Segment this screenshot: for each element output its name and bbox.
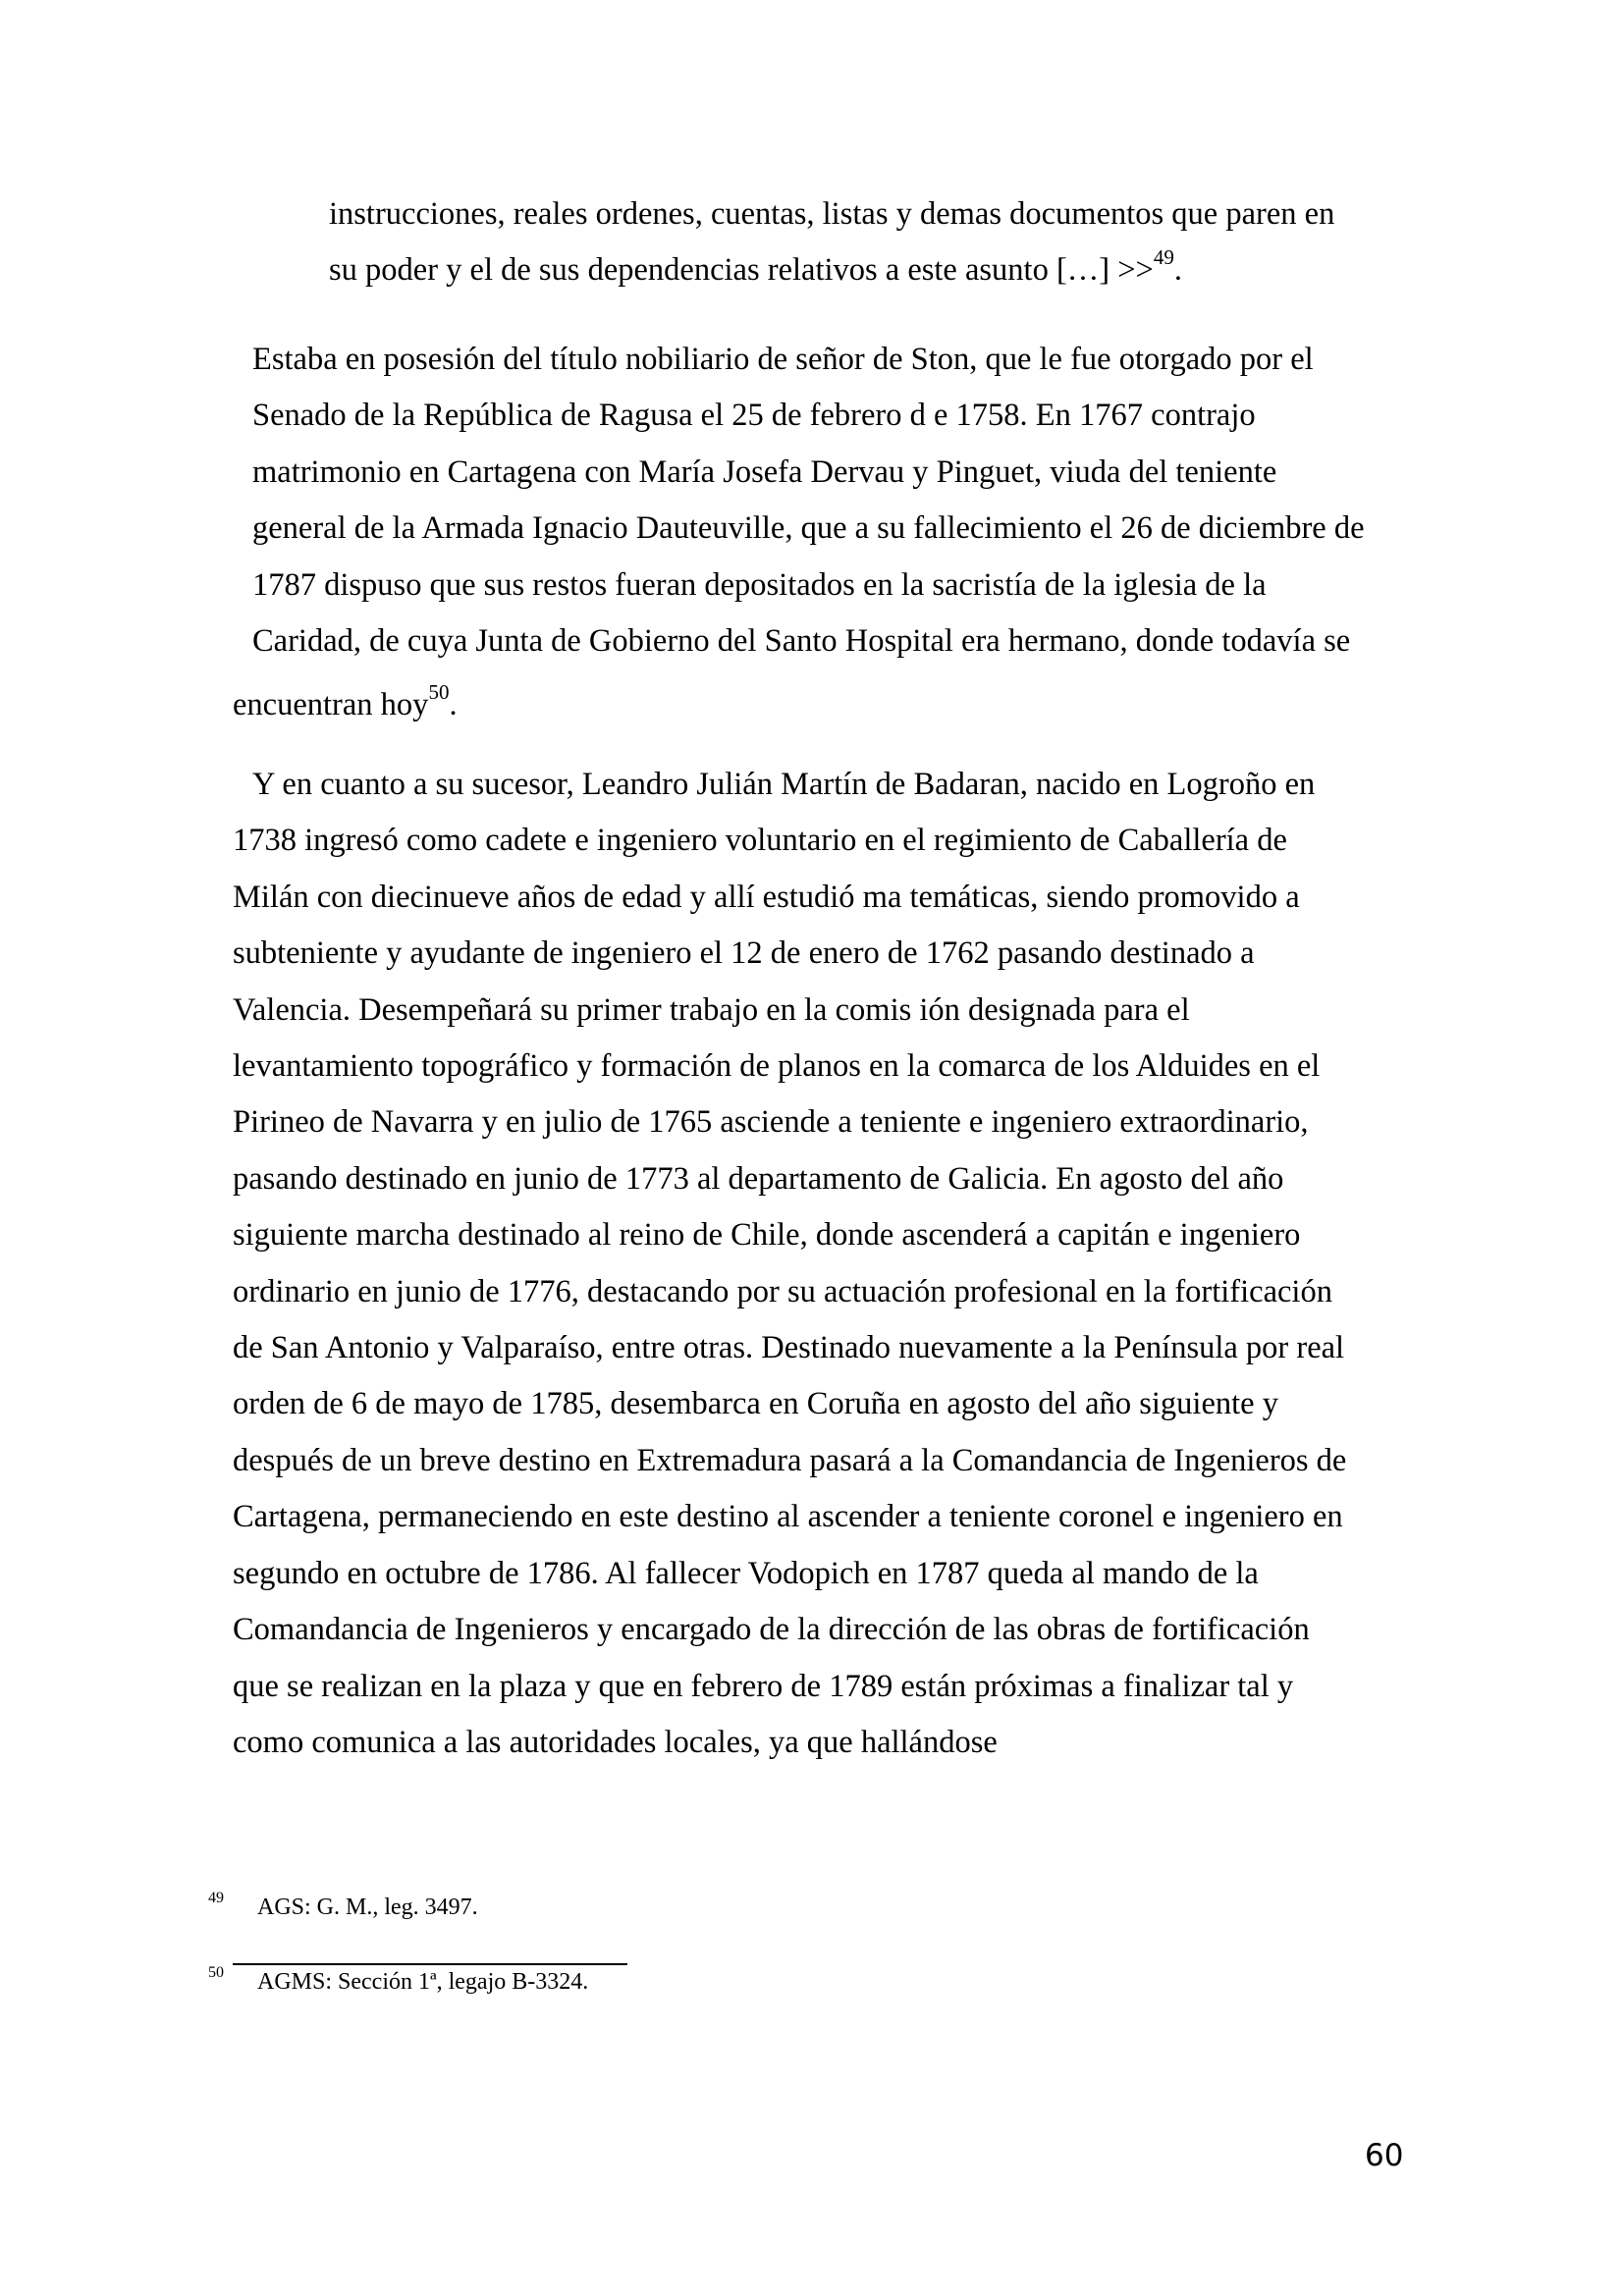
footnote-text: AGMS: Sección 1ª, legajo B-3324.	[257, 1969, 589, 1995]
quote-line: instrucciones, reales ordenes, cuentas, listas y demas documentos que paren en	[329, 196, 1335, 232]
paragraph-line: orden de 6 de mayo de 1785, desembarca en Coruña en agosto del año siguiente y	[233, 1386, 1278, 1422]
quote-end-punct: .	[1173, 252, 1183, 288]
paragraph-line: Valencia. Desempeñará su primer trabajo en la comis ión designada para el	[233, 991, 1190, 1028]
footnote-separator	[233, 1963, 627, 1965]
footnote-mark: 49	[208, 1890, 224, 1906]
paragraph-line: pasando destinado en junio de 1773 al departamento de Galicia. En agosto del año	[233, 1160, 1284, 1197]
paragraph-line: general de la Armada Ignacio Dauteuville, que a su fallecimiento el 26 de diciembre de	[252, 510, 1365, 547]
paragraph-line: Estaba en posesión del título nobiliario de señor de Ston, que le fue otorgado por el	[252, 342, 1314, 377]
paragraph-line: 1787 dispuso que sus restos fueran depositados en la sacristía de la iglesia de la	[252, 566, 1267, 603]
footnote-mark: 50	[208, 1964, 224, 1981]
paragraph-line: segundo en octubre de 1786. Al fallecer Vodopich en 1787 queda al mando de la	[233, 1555, 1259, 1591]
footnote-ref-50[interactable]: 50	[428, 680, 450, 705]
paragraph-line: levantamiento topográfico y formación de planos en la comarca de los Alduides en el	[233, 1048, 1321, 1085]
paragraph-line: 1738 ingresó como cadete e ingeniero voluntario en el regimiento de Caballería de	[233, 823, 1287, 859]
paragraph-line: Cartagena, permaneciendo en este destino al ascender a teniente coronel e ingeniero en	[233, 1499, 1343, 1535]
paragraph-line: de San Antonio y Valparaíso, entre otras. Destinado nuevamente a la Península por real	[233, 1330, 1345, 1366]
paragraph-line: Pirineo de Navarra y en julio de 1765 asciende a teniente e ingeniero extraordinario,	[233, 1104, 1309, 1141]
paragraph-line: siguiente marcha destinado al reino de Chile, donde ascenderá a capitán e ingeniero	[233, 1217, 1301, 1254]
quote-line-text: su poder y el de sus dependencias relativos a este asunto […] >>	[329, 252, 1154, 288]
footnote-49	[208, 1890, 478, 1925]
block-quote	[329, 187, 1389, 298]
paragraph-line: Milán con diecinueve años de edad y allí estudió ma temáticas, siendo promovido a	[233, 879, 1300, 915]
footnote-50	[208, 1964, 589, 2000]
body-paragraph	[233, 332, 1401, 740]
body-paragraph	[233, 757, 1401, 1771]
quote-line	[329, 242, 1389, 298]
page-number: 60	[1365, 2138, 1404, 2173]
paragraph-line: Caridad, de cuya Junta de Gobierno del Santo Hospital era hermano, donde todavía se	[252, 623, 1351, 660]
paragraph-line: como comunica a las autoridades locales, ya que hallándose	[233, 1724, 998, 1760]
footnote-text: AGS: G. M., leg. 3497.	[257, 1895, 478, 1920]
paragraph-line: que se realizan en la plaza y que en febrero de 1789 están próximas a finalizar tal y	[233, 1668, 1294, 1704]
paragraph-line: Y en cuanto a su sucesor, Leandro Julián Martín de Badaran, nacido en Logroño en	[252, 767, 1316, 802]
paragraph-end-punct: .	[449, 687, 458, 723]
paragraph-line	[233, 669, 1401, 740]
paragraph-line: Senado de la República de Ragusa el 25 de febrero d e 1758. En 1767 contrajo	[252, 398, 1256, 434]
paragraph-line: subteniente y ayudante de ingeniero el 12 de enero de 1762 pasando destinado a	[233, 935, 1255, 972]
footnote-ref-49[interactable]: 49	[1153, 245, 1174, 269]
paragraph-line: después de un breve destino en Extremadura pasará a la Comandancia de Ingenieros de	[233, 1442, 1347, 1478]
paragraph-line: matrimonio en Cartagena con María Josefa Dervau y Pinguet, viuda del teniente	[252, 454, 1277, 490]
paragraph-line-text: encuentran hoy	[233, 687, 429, 723]
paragraph-line: Comandancia de Ingenieros y encargado de la dirección de las obras de fortificación	[233, 1612, 1310, 1648]
paragraph-line: ordinario en junio de 1776, destacando por su actuación profesional en la fortificación	[233, 1273, 1332, 1309]
